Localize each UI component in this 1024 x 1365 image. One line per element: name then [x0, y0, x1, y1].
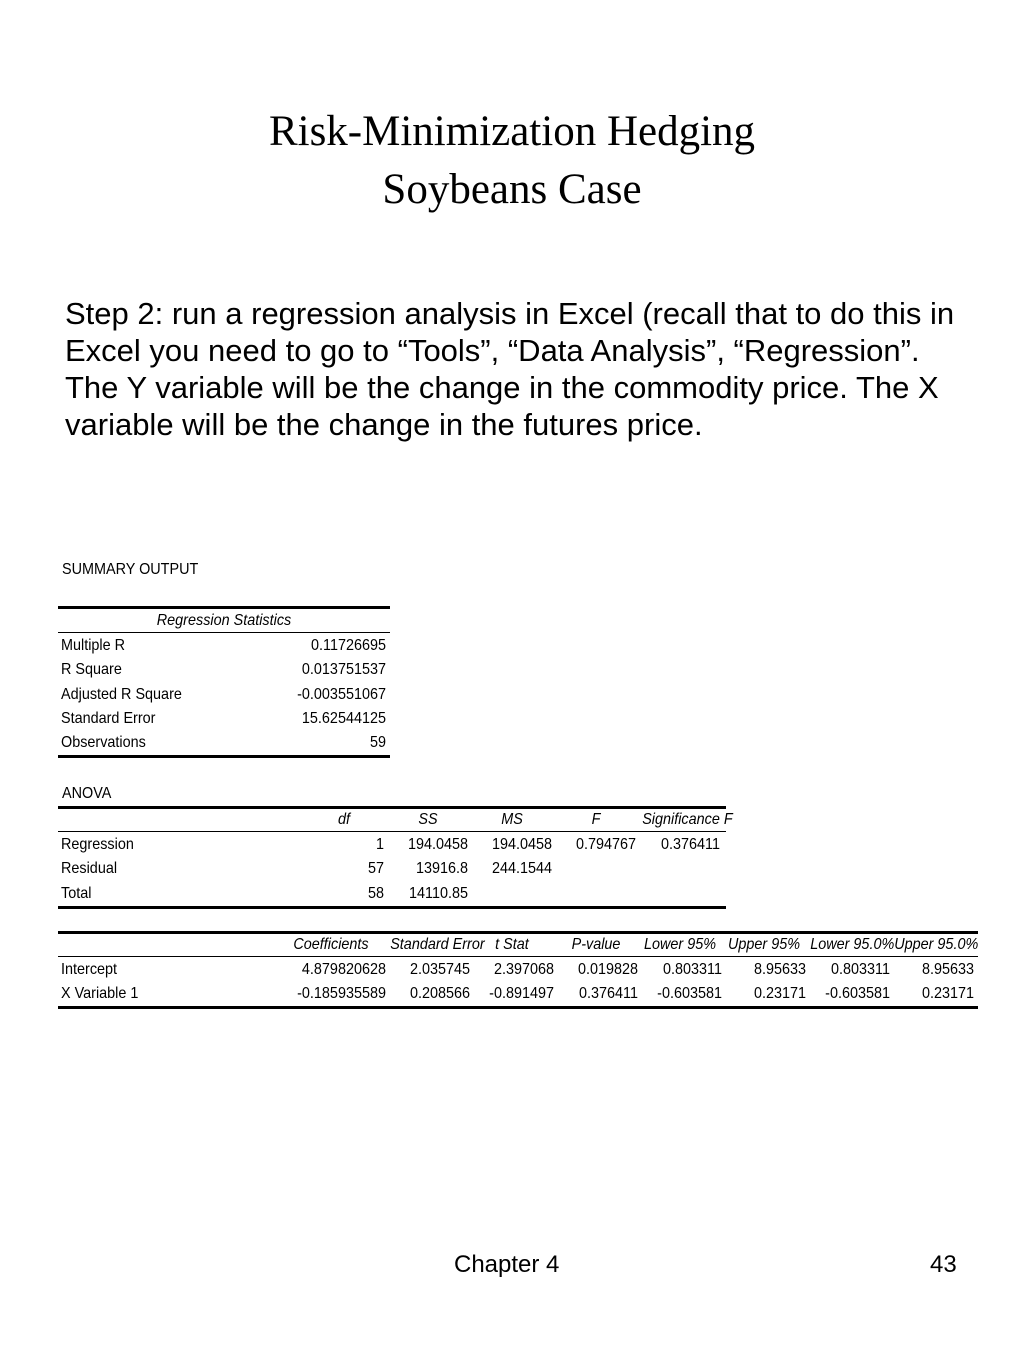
anova-column-header: Significance F [642, 811, 733, 828]
coefficients-cell: 0.376411 [579, 985, 638, 1003]
coefficients-column-header: Coefficients [293, 936, 369, 953]
regstats-row-value: -0.003551067 [297, 685, 386, 703]
coefficients-column-header: Upper 95% [727, 936, 801, 953]
coefficients-column-header: Lower 95% [643, 936, 717, 953]
coefficients-cell: 0.803311 [663, 961, 722, 978]
anova-column-header: F [591, 811, 601, 828]
coefficients-column-header: Upper 95.0% [894, 936, 979, 953]
regression-statistics-header: Regression Statistics [156, 612, 292, 629]
anova-cell: 14110.85 [409, 884, 468, 902]
anova-column-header: MS [501, 811, 523, 828]
anova-heading: ANOVA [62, 785, 112, 802]
coefficients-cell: 0.23171 [921, 985, 974, 1003]
anova-cell: 244.1544 [491, 860, 552, 878]
footer-page-number: 43 [930, 1251, 957, 1278]
regstats-row-value: 0.11726695 [310, 637, 386, 654]
coefficients-cell: 8.95633 [753, 961, 806, 978]
anova-column-header: df [337, 811, 351, 828]
coefficients-row-label: X Variable 1 [61, 985, 139, 1003]
table-rule [58, 956, 978, 957]
coefficients-cell: 8.95633 [921, 961, 974, 978]
slide-body-text: Step 2: run a regression analysis in Excel (recall that to do this in Excel you need to go to “Tools”, “Data Analysis”, “Regression”. The Y variable will be the change in the commodity price. The X variable will be the change in the futures price. [65, 296, 955, 442]
regstats-row-label: Adjusted R Square [61, 685, 182, 703]
coefficients-cell: -0.185935589 [297, 985, 386, 1003]
coefficients-cell: 0.208566 [409, 985, 470, 1003]
anova-row-label: Regression [61, 836, 134, 853]
table-rule [58, 755, 390, 758]
regstats-row-value: 0.013751537 [301, 661, 386, 679]
anova-cell: 57 [367, 860, 384, 878]
coefficients-cell: -0.891497 [489, 985, 554, 1003]
table-rule [58, 906, 726, 909]
regstats-row-label: R Square [61, 661, 122, 679]
coefficients-cell: -0.603581 [657, 985, 722, 1003]
anova-column-header: SS [418, 811, 438, 828]
coefficients-cell: 2.397068 [493, 961, 554, 978]
table-rule [58, 632, 390, 633]
coefficients-column-header: Standard Error [390, 936, 485, 953]
table-rule [58, 1006, 978, 1009]
coefficients-cell: 0.803311 [831, 961, 890, 978]
regstats-row-label: Standard Error [61, 709, 156, 727]
table-rule [58, 831, 726, 832]
coefficients-row-label: Intercept [61, 961, 118, 978]
coefficients-column-header: Lower 95.0% [810, 936, 895, 953]
anova-row-label: Total [61, 884, 92, 902]
anova-cell: 0.794767 [575, 836, 636, 853]
regstats-row-value: 59 [369, 734, 386, 752]
coefficients-column-header: t Stat [495, 936, 529, 953]
anova-cell: 1 [375, 836, 384, 853]
coefficients-cell: 2.035745 [409, 961, 470, 978]
slide-title-line-1: Risk-Minimization Hedging [268, 108, 756, 155]
footer-chapter: Chapter 4 [454, 1251, 560, 1278]
coefficients-cell: 0.019828 [577, 961, 638, 978]
anova-cell: 194.0458 [407, 836, 468, 853]
summary-output-heading: SUMMARY OUTPUT [62, 561, 199, 578]
slide-title-line-2: Soybeans Case [382, 166, 642, 213]
coefficients-cell: 0.23171 [753, 985, 806, 1003]
regstats-row-label: Multiple R [61, 637, 126, 654]
coefficients-cell: 4.879820628 [301, 961, 386, 978]
anova-cell: 58 [367, 884, 384, 902]
anova-cell: 13916.8 [415, 860, 468, 878]
regstats-row-label: Observations [61, 734, 146, 752]
anova-cell: 0.376411 [661, 836, 720, 853]
anova-cell: 194.0458 [491, 836, 552, 853]
anova-row-label: Residual [61, 860, 118, 878]
coefficients-column-header: P-value [571, 936, 621, 953]
regstats-row-value: 15.62544125 [301, 709, 386, 727]
coefficients-cell: -0.603581 [825, 985, 890, 1003]
